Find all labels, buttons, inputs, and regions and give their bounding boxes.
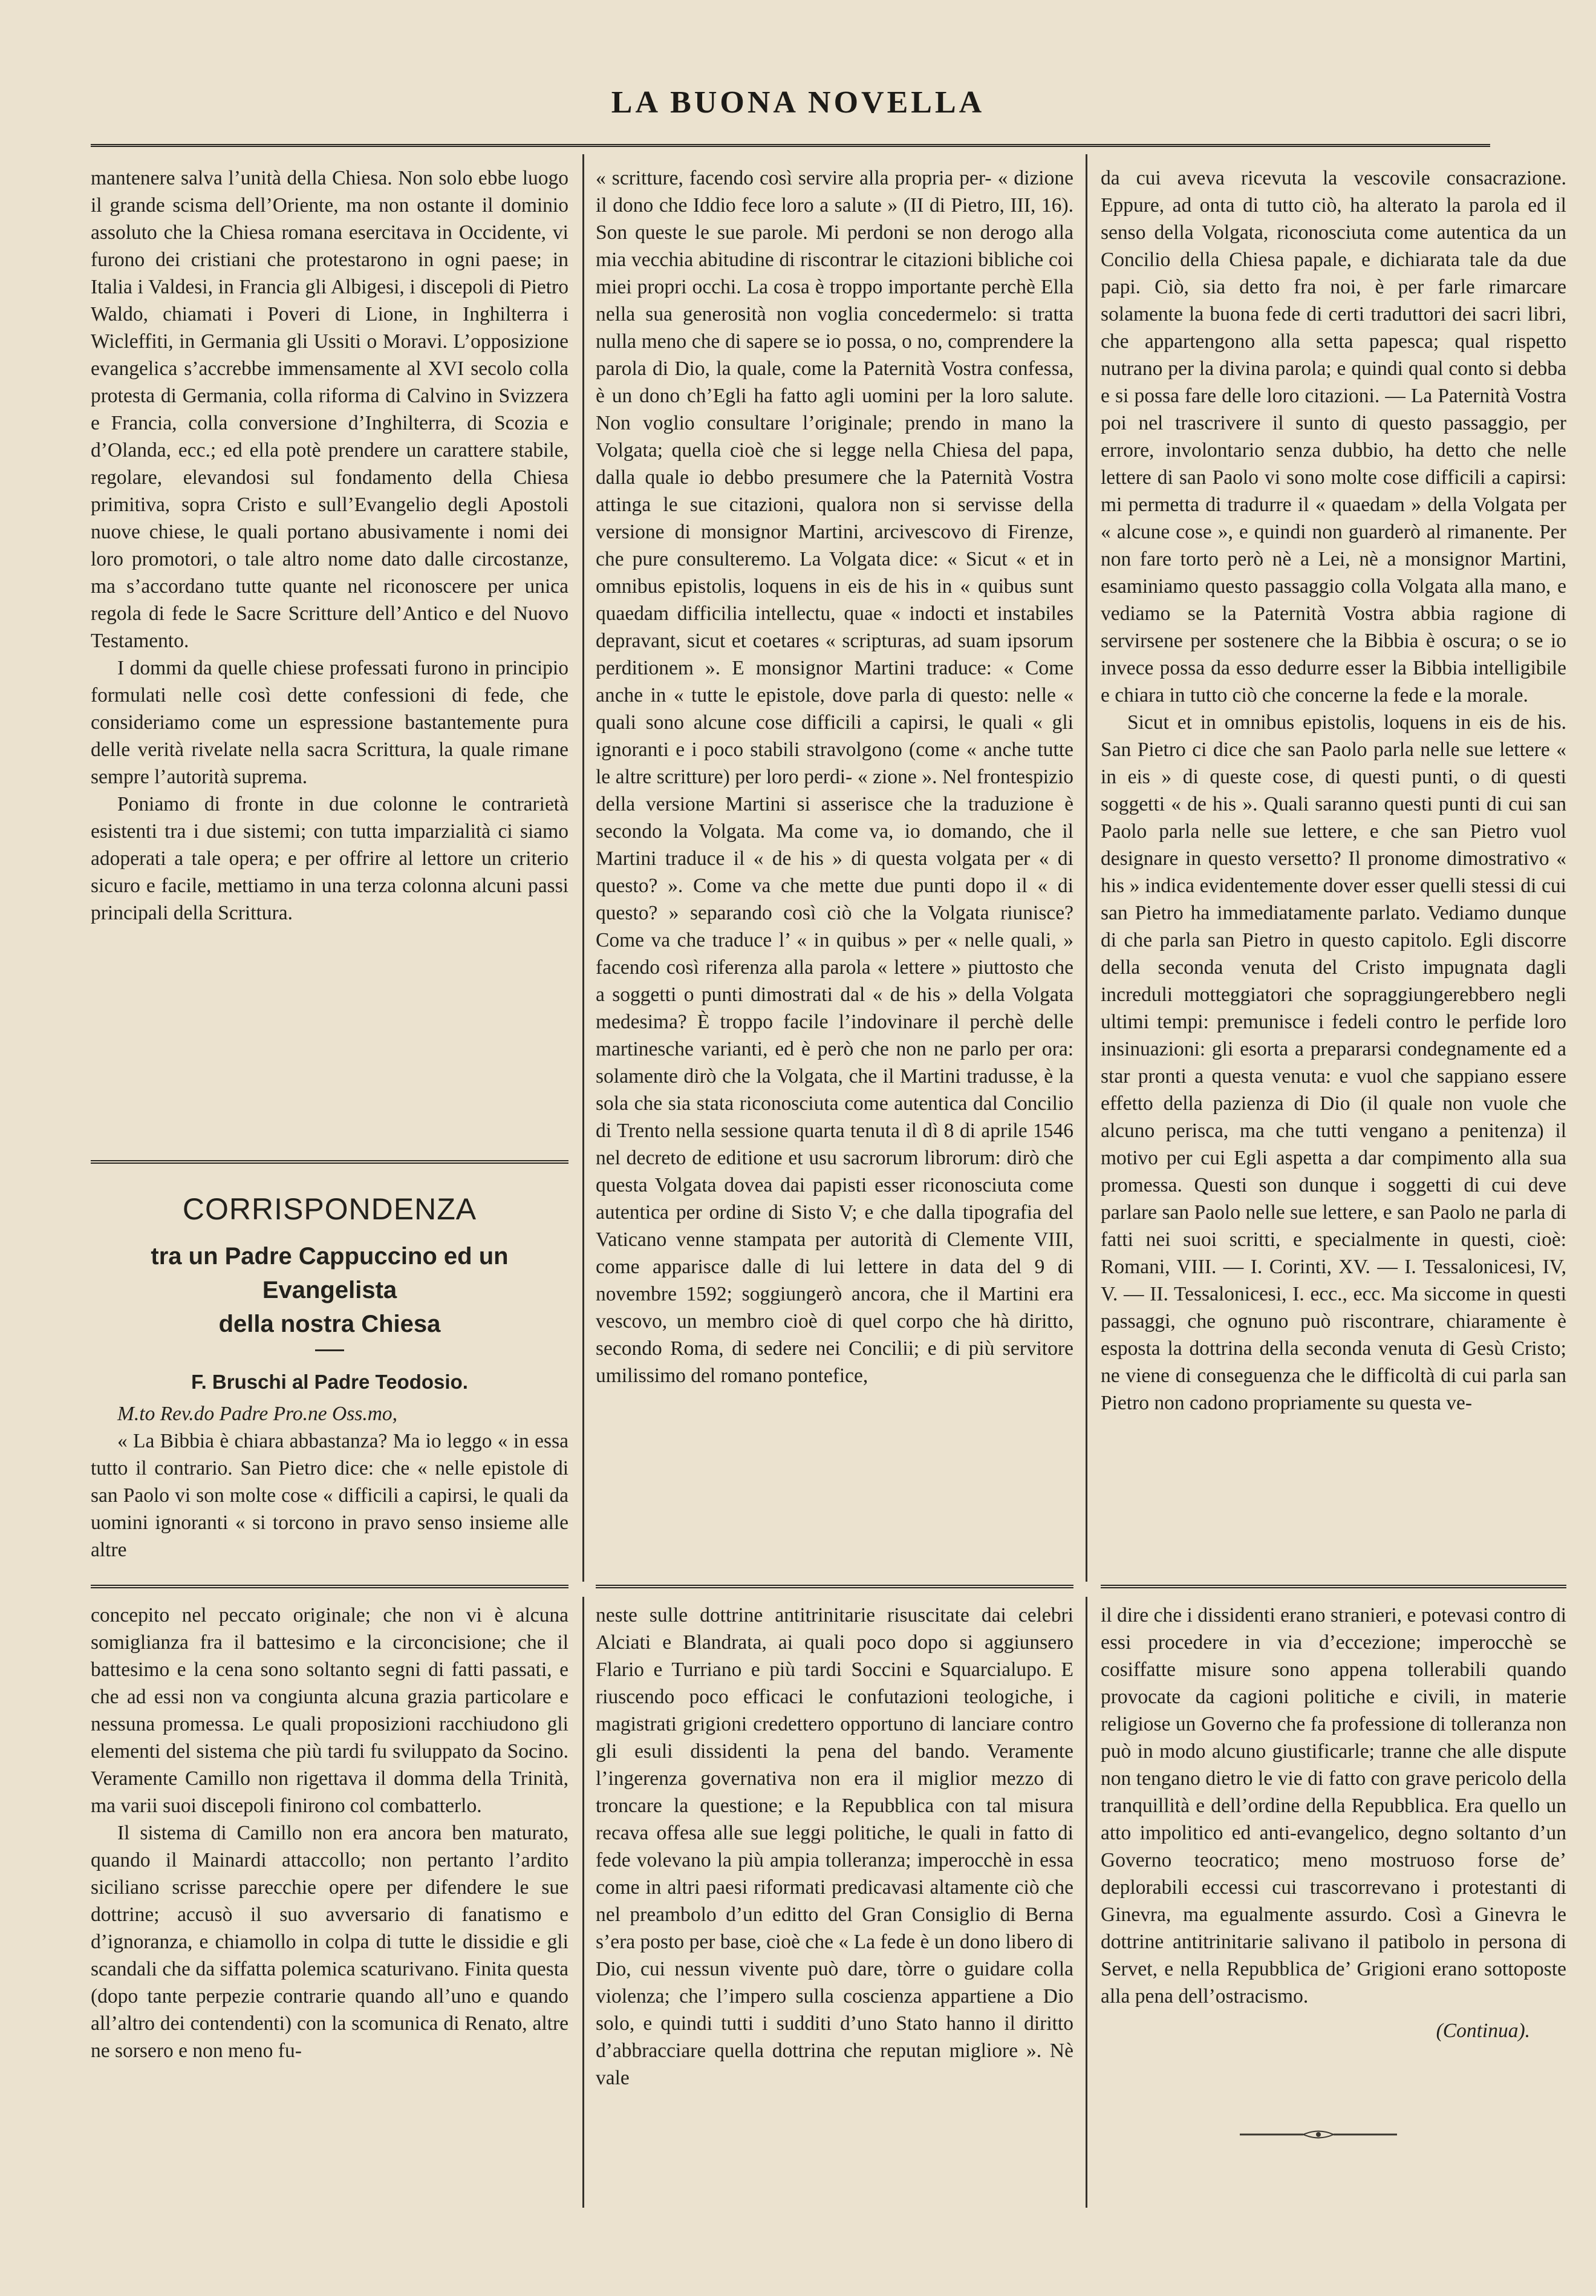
bottom-column-2 [596, 1602, 1073, 2206]
section-title: CORRISPONDENZA [182, 1192, 477, 1226]
ornament-divider [1240, 2129, 1397, 2140]
short-divider [315, 1349, 344, 1351]
section-divider [91, 1585, 568, 1588]
top-column-2 [596, 165, 1073, 1580]
salutation: M.to Rev.do Padre Pro.ne Oss.mo, [117, 1403, 398, 1425]
paragraph: Sicut et in omnibus epistolis, loquens in eis de his. San Pietro ci dice che san Paolo parla nelle sue lettere « in eis » di queste cose, di questi punti, o di questi soggetti « de his ». Quali saranno questi punti di cui san Paolo parla nelle sue lettere, e che san Pietro vuol designare in questo versetto? Il pronome dimostrativo « his » indica evidentemente dover esser quelli stessi di cui san Pietro ha immediatamente parlato. Vediamo dunque di che parla san Pietro in questo capitolo. Egli discorre della seconda venuta del Cristo impugnata dagli increduli motteggiatori che sopraggiungerebbero negli ultimi tempi: premunisce i fedeli contro le perfide loro insinuazioni: gli esorta a prepararsi condegnamente ed a star pronti a questa venuta: e vuol che sappiano essere effetto della pazienza di Dio (il quale non vuole che alcuno perisca, ma che tutti vengano a penitenza) il motivo per cui Egli aspetta a dar compimento alla sua promessa. Questi son dunque i soggetti di cui deve parlare san Paolo nelle sue lettere, e san Paolo ne parla di fatti nei suoi scritti, e specialmente in questi, cioè: Romani, VIII. — I. Corinti, XV. — I. Tessalonicesi, IV, V. — II. Tessalonicesi, I. ecc., ecc. Ma siccome in questi passaggi, che ognuno può riscontrare, chiaramente è esposta la dottrina della seconda venuta di Gesù Cristo; ne viene di conseguenza che le difficoltà di cui parla san Pietro non cadono propriamente su questa ve- [1101, 711, 1566, 1414]
paragraph: Il sistema di Camillo non era ancora ben maturato, quando il Mainardi attaccollo; non pertanto l’ardito siciliano scrisse parecchie opere per difendere le sue dottrine; accusò il suo avversario di fanatismo e d’ignoranza, e chiamollo in colpa di tutte le dissidie e gli scandali che da siffatta polemica scaturivano. Finita questa (dopo tante perpezie contrarie quando all’uno e quando all’altro dei contendenti) con la scomunica di Renato, altre ne sorsero e non meno fu- [91, 1822, 568, 2062]
column-rule [1086, 154, 1087, 1582]
section-divider [91, 1160, 568, 1164]
paragraph: « scritture, facendo così servire alla propria per- « dizione il dono che Iddio fece loro a salute » (II di Pietro, III, 16). Son queste le sue parole. Mi perdoni se non derogo alla mia vecchia abitudine di riscontrar le citazioni bibliche coi miei propri occhi. La cosa è troppo importante perchè Ella nella sua generosità non voglia concedermelo: si tratta nulla meno che di sapere se io possa, o no, comprendere la parola di Dio, la quale, come la Paternità Vostra confessa, è un dono ch’Egli ha fatto agli uomini per la loro salute. Non voglio consultare l’originale; prendo in mano la Volgata; quella cioè che si legge nella Chiesa del papa, dalla quale io debbo presumere che la Paternità Vostra attinga le sue citazioni, qualora non si servisse della versione di monsignor Martini, arcivescovo di Firenze, che pure consulteremo. La Volgata dice: « Sicut « et in omnibus epistolis, loquens in eis de his in « quibus sunt quaedam difficilia intellectu, quae « indocti et instabiles depravant, sicut et coetares « scripturas, ad suam ipsorum perditionem ». E monsignor Martini traduce: « Come anche in « tutte le epistole, dove parla di questo: nelle « quali sono alcune cose difficili a capirsi, le quali « gli ignoranti e i poco stabili stravolgono (come « anche tutte le altre scritture) per loro perdi- « zione ». Nel frontespizio della versione Martini si asserisce che la traduzione è secondo la Volgata. Ma come va, io domando, che il Martini traduce il « de his » di questa volgata per « di questo? ». Come va che mette due punti dopo il « di questo? » separando così ciò che la Volgata riunisce? Come va che traduce l’ « in quibus » per « nelle quali, » facendo così riferenza alla parola « lettere » piuttosto che a soggetti o punti dimostrati dal « de his » della Volgata medesima? È troppo facile l’indovinare il perchè delle martinesche varianti, ed è però che non ne parlo per ora: solamente dirò che la Volgata, che il Martini tradusse, è la sola che sia stata riconosciuta come autentica dal Concilio di Trento nella sessione quarta tenuta il dì 8 di aprile 1546 nel decreto de editione et usu sacrorum librorum: dirò che questa Volgata dovea dai papisti esser riconosciuta come autentica per ordine di Sisto V; e che dalla tipografia del Vaticano venne stampata per autorità di Clemente VIII, come apparisce dalle di lui lettere in data del 9 di novembre 1592; soggiungerò ancora, che il Martini era vescovo, un membro cioè di quel corpo che hà diritto, secondo Roma, di sedere nei Concilii; e di più servitore umilissimo del romano pontefice, [596, 167, 1073, 1387]
column-rule [582, 154, 584, 1582]
masthead-rule [91, 144, 1490, 147]
paragraph: neste sulle dottrine antitrinitarie risuscitate dai celebri Alciati e Blandrata, ai quali poco dopo si aggiunsero Flario e Turriano e più tardi Soccini e Squarcialupo. E riuscendo poco efficaci le confutazioni teologiche, i magistrati grigioni credettero opportuno di lanciare contro gli esuli dissidenti la pena del bando. Veramente l’ingerenza governativa non era il miglior mezzo di troncare la questione; e la Repubblica con tal misura recava offesa alle sue leggi politiche, le quali in fatto di fede volevano la più ampia tolleranza; imperocchè in essa come in altri paesi riformati predicavasi altamente ciò che nel preambolo d’un editto del Gran Consiglio di Berna s’era posto per base, cioè che « La fede è un dono libero di Dio, cui nessun vivente può dare, tòrre o guidare colla violenza; che l’impero sulla coscienza appartiene a Dio solo, e quindi tutti i sudditi d’uno Stato hanno il diritto d’abbracciare quella dottrina che reputan migliore ». Nè vale [596, 1604, 1073, 2089]
paragraph: il dire che i dissidenti erano stranieri, e potevasi contro di essi procedere in via d’eccezione; imperocchè se cosiffatte misure sono appena tollerabili quando provocate da cagioni politiche e civili, in materie religiose un Governo che fa professione di tolleranza non può in modo alcuno giustificarle; tranne che alle dispute non tengano dietro le vie di fatto con grave pericolo della tranquillità e dell’ordine della Repubblica. Era quello un atto impolitico ed anti-evangelico, degno soltanto d’un Governo teocratico; meno mostruoso forse de’ deplorabili eccessi cui trascorrevano i protestanti di Ginevra, ma egualmente assurdo. Così a Ginevra le dottrine antitrinitarie salivano il patibolo in persona di Servet, e nella Repubblica de’ Grigioni erano sottoposte alla pena dell’ostracismo. [1101, 1604, 1566, 2007]
section-subtitle-1: tra un Padre Cappuccino ed un Evangelista [151, 1243, 509, 1303]
column-rule [1086, 1597, 1087, 2208]
bottom-column-3 [1101, 1602, 1566, 2146]
column-rule [582, 1597, 584, 2208]
correspondence-section [91, 1170, 568, 1582]
paragraph: mantenere salva l’unità della Chiesa. Non solo ebbe luogo il grande scisma dell’Oriente, ma non ostante il dominio assoluto che la Chiesa romana esercitava in Occidente, vi furono dei cristiani che protestarono in ogni paese; in Italia i Valdesi, in Francia gli Albigesi, i discepoli di Pietro Waldo, chiamati i Poveri di Lione, in Inghilterra i Wicleffiti, in Germania gli Ussiti o Moravi. L’opposizione evangelica s’accrebbe immensamente al XVI secolo colla protesta di Germania, colla riforma di Calvino in Svizzera e Francia, colla conversione d’Inghilterra, di Scozia e d’Olanda, ecc.; ed ella potè prendere un carattere stabile, regolare, elevandosi sul fondamento della Chiesa primitiva, sopra Cristo e sull’Evangelio degli Apostoli nuove chiese, le quali portano abusivamente i nomi dei loro promotori, o tale altro nome dato dalle circostanze, ma s’accordano tutte quante nel riconoscere per unica regola di fede le Sacre Scritture dell’Antico e del Nuovo Testamento. [91, 167, 568, 652]
section-subtitle-2: della nostra Chiesa [218, 1311, 441, 1337]
continued-note: (Continua). [1436, 2020, 1530, 2042]
paragraph: da cui aveva ricevuta la vescovile consacrazione. Eppure, ad onta di tutto ciò, ha alterato la parola ed il senso della Volgata, riconosciuta come autentica da un Concilio della Chiesa papale, e dichiarata tale da due papi. Ciò, sia detto fra noi, è per farle rimarcare solamente la buona fede di certi traduttori dei sacri libri, che appartengono alla setta papesca; qual rispetto nutrano per la divina parola; e quindi qual conto si debba e si possa fare delle loro citazioni. — La Paternità Vostra poi nel trascrivere il sunto di questo passaggio, per errore, involontario senza dubbio, ha detto che nelle lettere di san Paolo vi sono molte cose difficili a capirsi: mi permetta di tradurre il « quaedam » della Volgata per « alcune cose », e quindi non guarderò al rimanente. Per non fare torto però nè a Lei, nè a monsignor Martini, esaminiamo questo passaggio colla Volgata alla mano, e vediamo se la Paternità Vostra abbia ragione di servirsene per sostenere che la Bibbia è oscura; o se io invece possa da esso dedurre esser la Bibbia intelligibile e chiara in tutto ciò che concerne la fede e la morale. [1101, 167, 1566, 706]
paragraph: I dommi da quelle chiese professati furono in principio formulati nelle così dette confessioni di fede, che consideriamo come un espressione bastantemente pura delle verità rivelate nella sacra Scrittura, la quale rimane sempre l’autorità suprema. [91, 657, 568, 788]
top-column-3 [1101, 165, 1566, 1580]
letter-opening: « La Bibbia è chiara abbastanza? Ma io leggo « in essa tutto il contrario. San Pietro dice: che « nelle epistole di san Paolo vi son molte cose « difficili a capirsi, le quali da uomini ignoranti « si torcono in pravo senso insieme alle altre [91, 1430, 568, 1561]
masthead-title: LA BUONA NOVELLA [611, 85, 985, 120]
top-column-1 [91, 165, 568, 1126]
bottom-column-1 [91, 1602, 568, 2206]
paragraph: concepito nel peccato originale; che non vi è alcuna somiglianza fra il battesimo e la circoncisione; che il battesimo e la cena sono soltanto segni di fatti passati, e che ad essi non va congiunta alcuna grazia particolare e nessuna promessa. Le quali proposizioni racchiudono gli elementi del sistema che più tardi fu sviluppato da Socino. Veramente Camillo non rigettava il domma della Trinità, ma varii suoi discepoli finirono col combatterlo. [91, 1604, 568, 1817]
letter-heading: F. Bruschi al Padre Teodosio. [191, 1371, 468, 1393]
paragraph: Poniamo di fronte in due colonne le contrarietà esistenti tra i due sistemi; con tutta imparzialità ci siamo adoperati a tale opera; e per offrire al lettore un criterio sicuro e facile, mettiamo in una terza colonna alcuni passi principali della Scrittura. [91, 793, 568, 924]
section-divider [596, 1585, 1073, 1588]
section-divider [1101, 1585, 1566, 1588]
